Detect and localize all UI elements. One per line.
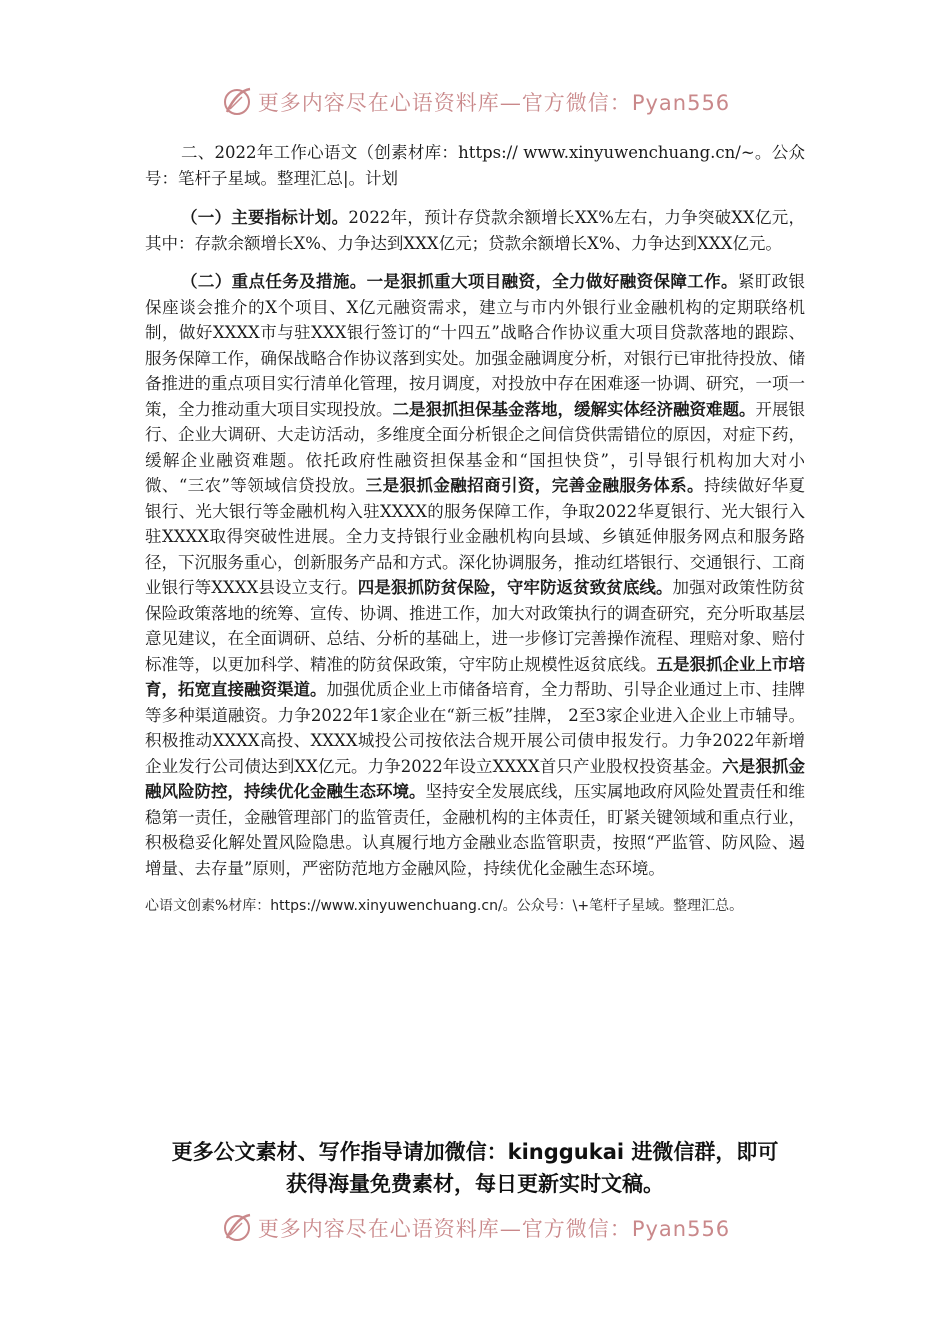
wechat-account: Pyan556	[631, 1217, 731, 1241]
task-5-body: 加强优质企业上市储备培育，全力帮助、引导企业通过上市、挂牌等多种渠道融资。力争2022年1家企业在“新三板”挂牌， 2至3家企业进入企业上市辅导。积极推动XXXX高投、XXXX城投公司按依法合规开展公司债申报发行。力争2022年新增企业发行公司债达到XX亿元。力争2022年设立XXXX首只产业股权投资基金。	[145, 680, 805, 776]
intro-line: 二、2022年工作心语文（创素材库：https:// www.xinyuwenchuang.cn/~。公众号：笔杆子星域。整理汇总|。计划	[145, 143, 805, 188]
banner-text: 更多内容尽在心语资料库—官方微信：Pyan556	[257, 1217, 731, 1241]
task-6-body: 坚持安全发展底线，压实属地政府风险处置责任和维稳第一责任，金融管理部门的监管责任，金融机构的主体责任，盯紧关键领域和重点行业，积极稳妥化解处置风险隐患。认真履行地方金融业态监管职责，按照“严监管、防风险、遏增量、去存量”原则，严密防范地方金融风险，持续优化金融生态环境。	[145, 782, 805, 878]
section-2	[145, 269, 805, 881]
pen-swirl-logo-icon	[220, 1211, 254, 1245]
task-2-title: 二是狠抓担保基金落地，缓解实体经济融资难题。	[392, 399, 756, 419]
document-body	[145, 140, 805, 919]
footer-watermark-banner	[0, 1206, 950, 1250]
task-1-title: 一是狠抓重大项目融资，全力做好融资保障工作。	[366, 272, 738, 291]
header-watermark-banner	[0, 80, 950, 124]
promo-line-2: 获得海量免费素材，每日更新实时文稿。	[286, 1172, 664, 1196]
task-3-body: 持续做好华夏银行、光大银行等金融机构入驻XXXX的服务保障工作，争取2022华夏银行、光大银行入驻XXXX取得突破性进展。全力支持银行业金融机构向县域、乡镇延伸服务网点和服务路径，下沉服务重心，创新服务产品和方式。深化协调服务，推动红塔银行、交通银行、工商业银行等XXXX县设立支行。	[145, 476, 806, 597]
pen-swirl-logo-icon	[220, 85, 254, 119]
wechat-account: Pyan556	[631, 91, 731, 115]
section-1	[145, 205, 805, 256]
task-4-body: 加强对政策性防贫保险政策落地的统筹、宣传、协调、推进工作，加大对政策执行的调查研究，充分听取基层意见建议，在全面调研、总结、分析的基础上，进一步修订完善操作流程、理赔对象、赔付标准等，以更加科学、精准的防贫保政策，守牢防止规模性返贫底线。	[145, 578, 806, 674]
section-1-heading: （一）主要指标计划。	[181, 208, 349, 227]
section-2-heading: （二）重点任务及措施。	[181, 272, 367, 291]
task-1-body: 紧盯政银保座谈会推介的X个项目、X亿元融资需求，建立与市内外银行业金融机构的定期联络机制，做好XXXX市与驻XXX银行签订的“十四五”战略合作协议重大项目贷款落地的跟踪、服务保障工作，确保战略合作协议落到实处。加强金融调度分析，对银行已审批待投放、储备推进的重点项目实行清单化管理，按月调度，对投放中存在困难逐一协调、研究，一项一策，全力推动重大项目实现投放。	[145, 272, 805, 419]
promo-block	[130, 1136, 820, 1200]
task-4-title: 四是狠抓防贫保险，守牢防返贫致贫底线。	[357, 578, 673, 597]
task-2-body: 开展银行、企业大调研、大走访活动，多维度全面分析银企之间信贷供需错位的原因，对症下药，缓解企业融资难题。依托政府性融资担保基金和“国担快贷”，引导银行机构加大对小微、“三农”等领域信贷投放。	[145, 399, 805, 495]
task-5-title: 五是狠抓企业上市培育，拓宽直接融资渠道。	[145, 654, 805, 699]
task-3-title: 三是狠抓金融招商引资，完善金融服务体系。	[365, 476, 704, 495]
section-1-body: 2022年，预计存贷款余额增长XX%左右，力争突破XX亿元，其中：存款余额增长X%、力争达到XXX亿元；贷款余额增长X%、力争达到XXX亿元。	[145, 208, 806, 253]
source-note: 心语文创素%材库：https://www.xinyuwenchuang.cn/。公众号：\+笔杆子星域。整理汇总。	[145, 898, 744, 914]
banner-text: 更多内容尽在心语资料库—官方微信：Pyan556	[257, 91, 731, 115]
task-6-title: 六是狠抓金融风险防控，持续优化金融生态环境。	[145, 756, 806, 801]
promo-line-1: 更多公文素材、写作指导请加微信：kinggukai 进微信群，即可	[171, 1140, 779, 1164]
